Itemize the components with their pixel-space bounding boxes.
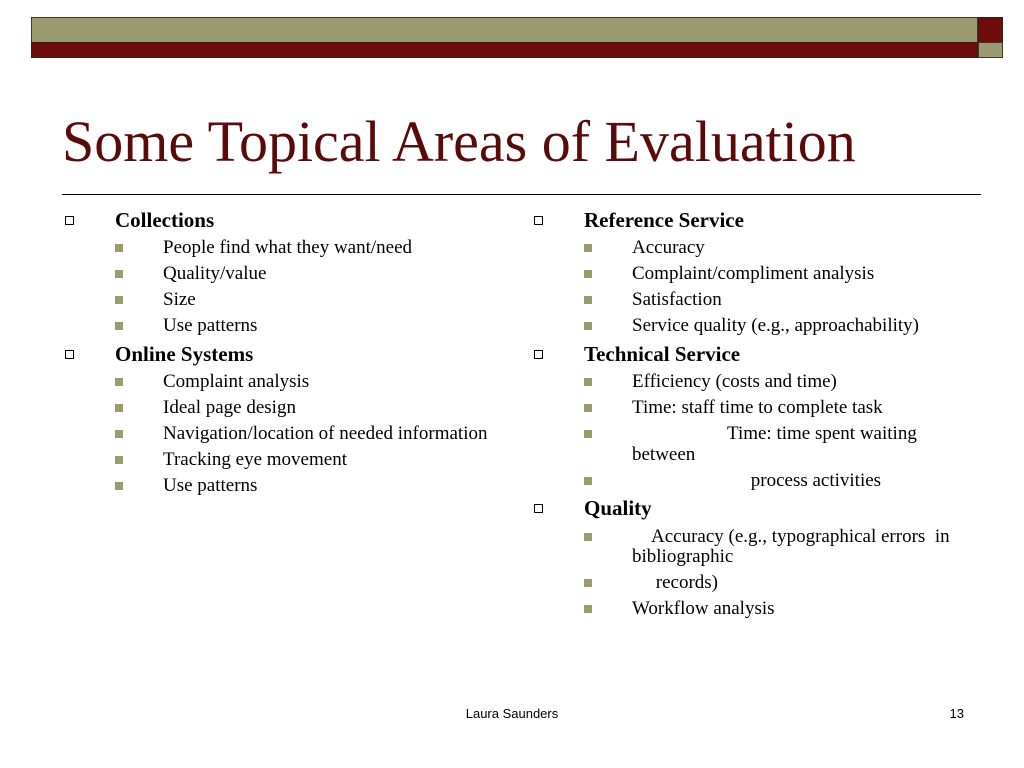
bullet-heading: [62, 342, 502, 367]
solid-square-icon: [584, 605, 592, 613]
sub-bullet: [62, 372, 502, 393]
sub-bullet: [62, 476, 502, 497]
sub-bullet: [531, 471, 971, 492]
sub-bullet: [62, 316, 502, 337]
sub-bullet: [531, 238, 971, 259]
heading-text: Quality: [584, 496, 652, 521]
hollow-square-icon: [534, 216, 543, 225]
solid-square-icon: [584, 244, 592, 252]
right-column: [531, 206, 971, 625]
sub-bullet-text: Service quality (e.g., approachability): [632, 314, 920, 336]
header-bar-olive: [31, 17, 978, 43]
title-divider: [62, 194, 981, 195]
solid-square-icon: [584, 404, 592, 412]
sub-bullet-text: Quality/value: [163, 263, 267, 285]
solid-square-icon: [584, 430, 592, 438]
slide-title: Some Topical Areas of Evaluation: [62, 109, 856, 174]
sub-bullet: [62, 398, 502, 419]
solid-square-icon: [584, 579, 592, 587]
sub-bullet-text: Satisfaction: [632, 288, 722, 310]
sub-bullet: [62, 290, 502, 311]
solid-square-icon: [115, 244, 123, 252]
sub-bullet: [62, 238, 502, 259]
hollow-square-icon: [534, 504, 543, 513]
bullet-heading: [531, 496, 971, 521]
header-bar-maroon: [31, 42, 978, 58]
solid-square-icon: [115, 270, 123, 278]
sub-bullet: [531, 527, 971, 569]
solid-square-icon: [115, 456, 123, 464]
bullet-heading: [531, 342, 971, 367]
header-corner-olive: [978, 42, 1003, 58]
sub-bullet-text: Workflow analysis: [632, 598, 775, 620]
heading-text: Reference Service: [584, 208, 744, 232]
sub-bullet-text: records): [632, 572, 718, 594]
sub-bullet: [531, 424, 971, 466]
sub-bullet-text: Accuracy: [632, 237, 705, 259]
sub-bullet: [531, 372, 971, 393]
hollow-square-icon: [65, 216, 74, 225]
sub-bullet: [62, 450, 502, 471]
sub-bullet: [531, 599, 971, 620]
section-quality: [531, 496, 971, 620]
footer-author: Laura Saunders: [465, 706, 559, 721]
sub-bullet: [531, 573, 971, 594]
sub-bullet-text: Complaint analysis: [163, 370, 310, 392]
sub-bullet-text: Navigation/location of needed information: [163, 422, 488, 444]
sub-bullet-text: People find what they want/need: [163, 237, 413, 259]
section-online-systems: [62, 342, 502, 497]
sub-bullet-text: Time: staff time to complete task: [632, 396, 883, 418]
section-collections: [62, 208, 502, 337]
bullet-heading: [62, 208, 502, 233]
sub-bullet-text: Efficiency (costs and time): [632, 370, 837, 392]
solid-square-icon: [115, 430, 123, 438]
solid-square-icon: [115, 322, 123, 330]
sub-bullet-text: Use patterns: [163, 314, 258, 336]
sub-bullet: [62, 264, 502, 285]
solid-square-icon: [584, 477, 592, 485]
sub-bullet: [531, 264, 971, 285]
solid-square-icon: [584, 322, 592, 330]
solid-square-icon: [115, 404, 123, 412]
sub-bullet-text: Time: time spent waiting between: [632, 422, 922, 465]
sub-bullet-text: Accuracy (e.g., typographical errors in bibliographic: [632, 525, 955, 568]
sub-bullet: [531, 316, 971, 337]
sub-bullet: [531, 290, 971, 311]
solid-square-icon: [115, 482, 123, 490]
header-corner-maroon: [978, 17, 1003, 43]
solid-square-icon: [115, 378, 123, 386]
page-number: 13: [949, 706, 964, 721]
hollow-square-icon: [534, 350, 543, 359]
solid-square-icon: [584, 533, 592, 541]
solid-square-icon: [115, 296, 123, 304]
sub-bullet-text: Use patterns: [163, 474, 258, 496]
heading-text: Collections: [115, 208, 215, 232]
sub-bullet: [62, 424, 502, 445]
solid-square-icon: [584, 378, 592, 386]
solid-square-icon: [584, 270, 592, 278]
section-reference-service: [531, 208, 971, 337]
sub-bullet-text: Complaint/compliment analysis: [632, 263, 875, 285]
sub-bullet-text: process activities: [632, 469, 882, 491]
sub-bullet-text: Tracking eye movement: [163, 448, 347, 470]
solid-square-icon: [584, 296, 592, 304]
sub-bullet-text: Ideal page design: [163, 396, 296, 418]
sub-bullet: [531, 398, 971, 419]
sub-bullet-text: Size: [163, 288, 196, 310]
heading-text: Technical Service: [584, 341, 741, 366]
heading-text: Online Systems: [115, 341, 254, 366]
left-column: [62, 206, 502, 501]
bullet-heading: [531, 208, 971, 233]
hollow-square-icon: [65, 350, 74, 359]
section-technical-service: [531, 342, 971, 492]
